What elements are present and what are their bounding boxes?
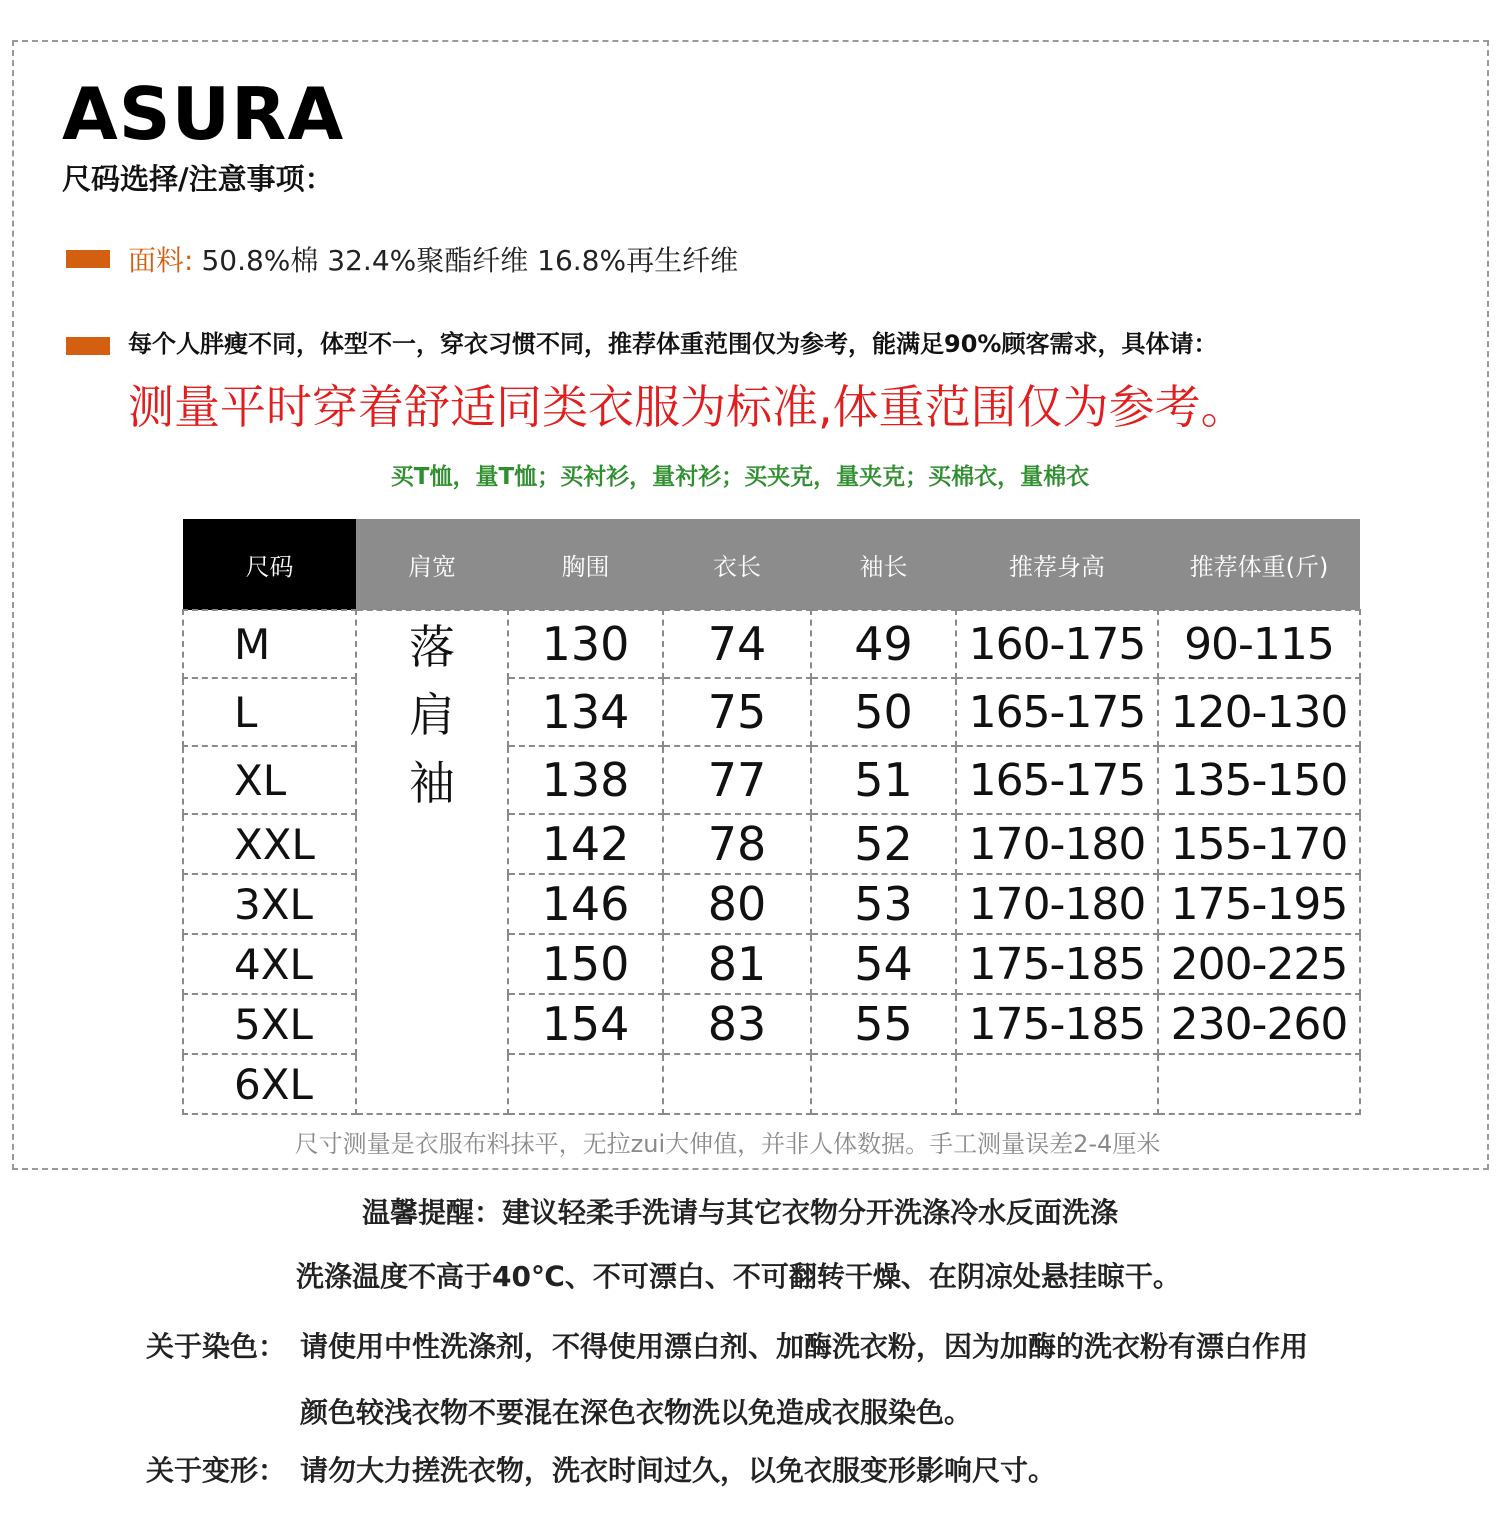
height-cell: 170-180 xyxy=(956,814,1158,874)
weight-cell xyxy=(1158,1054,1360,1114)
fit-notice: 每个人胖瘦不同，体型不一，穿衣习惯不同，推荐体重范围仅为参考，能满足90%顾客需求，具体请： xyxy=(128,330,1218,358)
length-cell xyxy=(663,1054,811,1114)
weight-cell: 230-260 xyxy=(1158,994,1360,1054)
size-cell: 6XL xyxy=(183,1054,356,1114)
fabric-info xyxy=(128,244,738,278)
sleeve-cell: 55 xyxy=(811,994,956,1054)
weight-cell: 90-115 xyxy=(1158,610,1360,678)
chest-cell: 138 xyxy=(508,746,663,814)
weight-cell: 135-150 xyxy=(1158,746,1360,814)
care-reminder-line1: 温馨提醒：建议轻柔手洗请与其它衣物分开洗涤冷水反面洗涤 xyxy=(362,1196,1119,1229)
shoulder-cell xyxy=(356,874,508,934)
height-cell: 165-175 xyxy=(956,746,1158,814)
header-length: 衣长 xyxy=(663,519,811,610)
size-table-header xyxy=(183,519,1360,610)
fabric-value: 50.8%棉 32.4%聚酯纤维 16.8%再生纤维 xyxy=(201,244,739,277)
brand-logo: ASURA xyxy=(62,72,345,156)
care-reminder-line2: 洗涤温度不高于40℃、不可漂白、不可翻转干燥、在阴凉处悬挂晾干。 xyxy=(296,1260,1181,1293)
shoulder-cell: 袖 xyxy=(356,746,508,814)
measure-tip xyxy=(0,458,1500,491)
height-cell: 160-175 xyxy=(956,610,1158,678)
dye-text-line1: 请使用中性洗涤剂，不得使用漂白剂、加酶洗衣粉，因为加酶的洗衣粉有漂白作用 xyxy=(300,1330,1309,1363)
size-cell: L xyxy=(183,678,356,746)
height-cell: 170-180 xyxy=(956,874,1158,934)
length-cell: 80 xyxy=(663,874,811,934)
table-row xyxy=(183,994,1360,1054)
table-row xyxy=(183,610,1360,678)
weight-cell: 120-130 xyxy=(1158,678,1360,746)
sleeve-cell: 53 xyxy=(811,874,956,934)
sleeve-cell: 49 xyxy=(811,610,956,678)
table-row xyxy=(183,678,1360,746)
length-cell: 83 xyxy=(663,994,811,1054)
size-cell: M xyxy=(183,610,356,678)
weight-cell: 200-225 xyxy=(1158,934,1360,994)
chest-cell: 146 xyxy=(508,874,663,934)
shoulder-cell xyxy=(356,994,508,1054)
shoulder-cell: 肩 xyxy=(356,678,508,746)
notice-marker xyxy=(66,337,110,355)
chest-cell: 150 xyxy=(508,934,663,994)
sleeve-cell: 51 xyxy=(811,746,956,814)
sleeve-cell: 54 xyxy=(811,934,956,994)
size-cell: 5XL xyxy=(183,994,356,1054)
height-cell xyxy=(956,1054,1158,1114)
length-cell: 77 xyxy=(663,746,811,814)
weight-cell: 155-170 xyxy=(1158,814,1360,874)
fabric-marker xyxy=(66,250,110,268)
chest-cell: 154 xyxy=(508,994,663,1054)
length-cell: 75 xyxy=(663,678,811,746)
measurement-footnote: 尺寸测量是衣服布料抹平，无拉zui大伸值，并非人体数据。手工测量误差2-4厘米 xyxy=(294,1130,1161,1158)
table-row xyxy=(183,1054,1360,1114)
shoulder-cell xyxy=(356,1054,508,1114)
header-sleeve: 袖长 xyxy=(811,519,956,610)
size-cell: XL xyxy=(183,746,356,814)
sleeve-cell: 50 xyxy=(811,678,956,746)
header-size: 尺码 xyxy=(183,519,356,610)
size-cell: 3XL xyxy=(183,874,356,934)
measure-tip-text: 买T恤，量T恤；买衬衫，量衬衫；买夹克，量夹克；买棉衣，量棉衣 xyxy=(390,464,1090,490)
length-cell: 81 xyxy=(663,934,811,994)
length-cell: 78 xyxy=(663,814,811,874)
header-height: 推荐身高 xyxy=(956,519,1158,610)
size-cell: 4XL xyxy=(183,934,356,994)
weight-cell: 175-195 xyxy=(1158,874,1360,934)
height-cell: 165-175 xyxy=(956,678,1158,746)
sleeve-cell xyxy=(811,1054,956,1114)
dye-label: 关于染色： xyxy=(146,1330,287,1363)
shoulder-cell xyxy=(356,934,508,994)
size-cell: XXL xyxy=(183,814,356,874)
size-table xyxy=(182,519,1361,1115)
deform-label: 关于变形： xyxy=(146,1454,287,1487)
chest-cell: 134 xyxy=(508,678,663,746)
table-row xyxy=(183,874,1360,934)
length-cell: 74 xyxy=(663,610,811,678)
height-cell: 175-185 xyxy=(956,994,1158,1054)
header-shoulder: 肩宽 xyxy=(356,519,508,610)
header-weight: 推荐体重(斤) xyxy=(1158,519,1360,610)
height-cell: 175-185 xyxy=(956,934,1158,994)
chest-cell xyxy=(508,1054,663,1114)
size-table-body xyxy=(183,610,1360,1114)
deform-text: 请勿大力搓洗衣物，洗衣时间过久，以免衣服变形影响尺寸。 xyxy=(300,1454,1057,1487)
shoulder-cell: 落 xyxy=(356,610,508,678)
chest-cell: 142 xyxy=(508,814,663,874)
sleeve-cell: 52 xyxy=(811,814,956,874)
header-chest: 胸围 xyxy=(508,519,663,610)
page-subtitle: 尺码选择/注意事项： xyxy=(62,162,334,196)
table-row xyxy=(183,814,1360,874)
measure-highlight: 测量平时穿着舒适同类衣服为标准,体重范围仅为参考。 xyxy=(128,380,1247,434)
table-row xyxy=(183,746,1360,814)
chest-cell: 130 xyxy=(508,610,663,678)
shoulder-cell xyxy=(356,814,508,874)
fabric-label: 面料: xyxy=(128,244,194,277)
table-row xyxy=(183,934,1360,994)
dye-text-line2: 颜色较浅衣物不要混在深色衣物洗以免造成衣服染色。 xyxy=(300,1396,973,1429)
